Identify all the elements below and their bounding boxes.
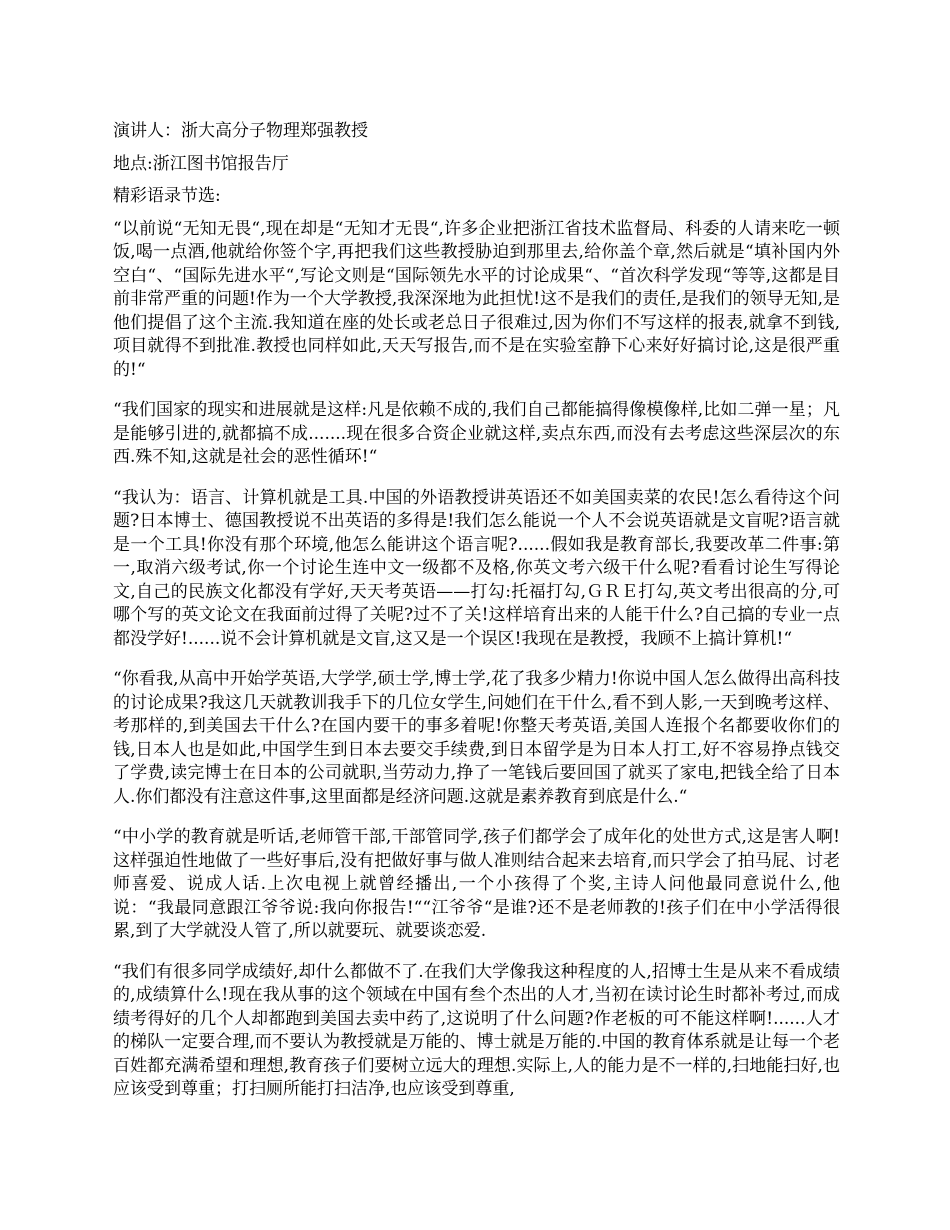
document-page [113,120,840,1119]
quote-paragraph-4: “你看我,从高中开始学英语,大学学,硕士学,博士学,花了我多少精力!你说中国人怎么做得出高科技的讨论成果?我这几天就教训我手下的几位女学生,问她们在干什么,看不到人影,一天到晚考这样、考那样的,到美国去干什么?在国内要干的事多着呢!你整天考英语,美国人连报个名都要收你们的钱,日本人也是如此,中国学生到日本去要交手续费,到日本留学是为日本人打工,好不容易挣点钱交了学费,读完博士在日本的公司就职,当劳动力,挣了一笔钱后要回国了就买了家电,把钱全给了日本人.你们都没有注意这件事,这里面都是经济问题.这就是素养教育到底是什么.“ [113,669,840,807]
quote-paragraph-6: “我们有很多同学成绩好,却什么都做不了.在我们大学像我这种程度的人,招博士生是从来不看成绩的,成绩算什么!现在我从事的这个领域在中国有叁个杰出的人才,当初在读讨论生时都补考过,而成绩考得好的几个人却都跑到美国去卖中药了,这说明了什么问题?作老板的可不能这样啊!......人才的梯队一定要合理,而不要认为教授就是万能的、博士就是万能的.中国的教育体系就是让每一个老百姓都充满希望和理想,教育孩子们要树立远大的理想.实际上,人的能力是不一样的,扫地能扫好,也应该受到尊重；打扫厕所能打扫洁净,也应该受到尊重, [113,961,840,1099]
location-line: 地点:浙江图书馆报告厅 [113,153,289,174]
quote-paragraph-5: “中小学的教育就是听话,老师管干部,干部管同学,孩子们都学会了成年化的处世方式,这是害人啊!这样强迫性地做了一些好事后,没有把做好事与做人准则结合起来去培育,而只学会了拍马屁、讨老师喜爱、说成人话.上次电视上就曾经播出,一个小孩得了个奖,主诗人问他最同意说什么,他说：“我最同意跟江爷爷说:我向你报告!““江爷爷“是谁?还不是老师教的!孩子们在中小学活得很累,到了大学就没人管了,所以就要玩、就要谈恋爱. [113,827,840,941]
quote-paragraph-1: “以前说“无知无畏“,现在却是“无知才无畏“,许多企业把浙江省技术监督局、科委的人请来吃一顿饭,喝一点酒,他就给你签个字,再把我们这些教授胁迫到那里去,给你盖个章,然后就是“填补国内外空白“、“国际先进水平“,写论文则是“国际领先水平的讨论成果“、“首次科学发现“等等,这都是目前非常严重的问题!作为一个大学教授,我深深地为此担忧!这不是我们的责任,是我们的领导无知,是他们提倡了这个主流.我知道在座的处长或老总日子很难过,因为你们不写这样的报表,就拿不到钱,项目就得不到批准.教授也同样如此,天天写报告,而不是在实验室静下心来好好搞讨论,这是很严重的!“ [113,218,840,380]
quote-paragraph-3: “我认为：语言、计算机就是工具.中国的外语教授讲英语还不如美国卖菜的农民!怎么看待这个问题?日本博士、德国教授说不出英语的多得是!我们怎么能说一个人不会说英语就是文盲呢?语言就是一个工具!你没有那个环境,他怎么能讲这个语言呢?......假如我是教育部长,我要改革二件事:第一,取消六级考试,你一个讨论生连中文一级都不及格,你英文考六级干什么呢?看看讨论生写得论文,自己的民族文化都没有学好,天天考英语——打勾:托福打勾,ＧＲＥ打勾,英文考出很高的分,可哪个写的英文论文在我面前过得了关呢?过不了关!这样培育出来的人能干什么?自己搞的专业一点都没学好!......说不会计算机就是文盲,这又是一个误区!我现在是教授，我顾不上搞计算机!“ [113,487,840,649]
quote-paragraph-2: “我们国家的现实和进展就是这样:凡是依赖不成的,我们自己都能搞得像模像样,比如二弹一星；凡是能够引进的,就都搞不成.......现在很多合资企业就这样,卖点东西,而没有去考虑这些深层次的东西.殊不知,这就是社会的恶性循环!“ [113,400,840,467]
section-heading: 精彩语录节选: [113,186,221,206]
speaker-line: 演讲人：浙大高分子物理郑强教授 [113,121,368,141]
